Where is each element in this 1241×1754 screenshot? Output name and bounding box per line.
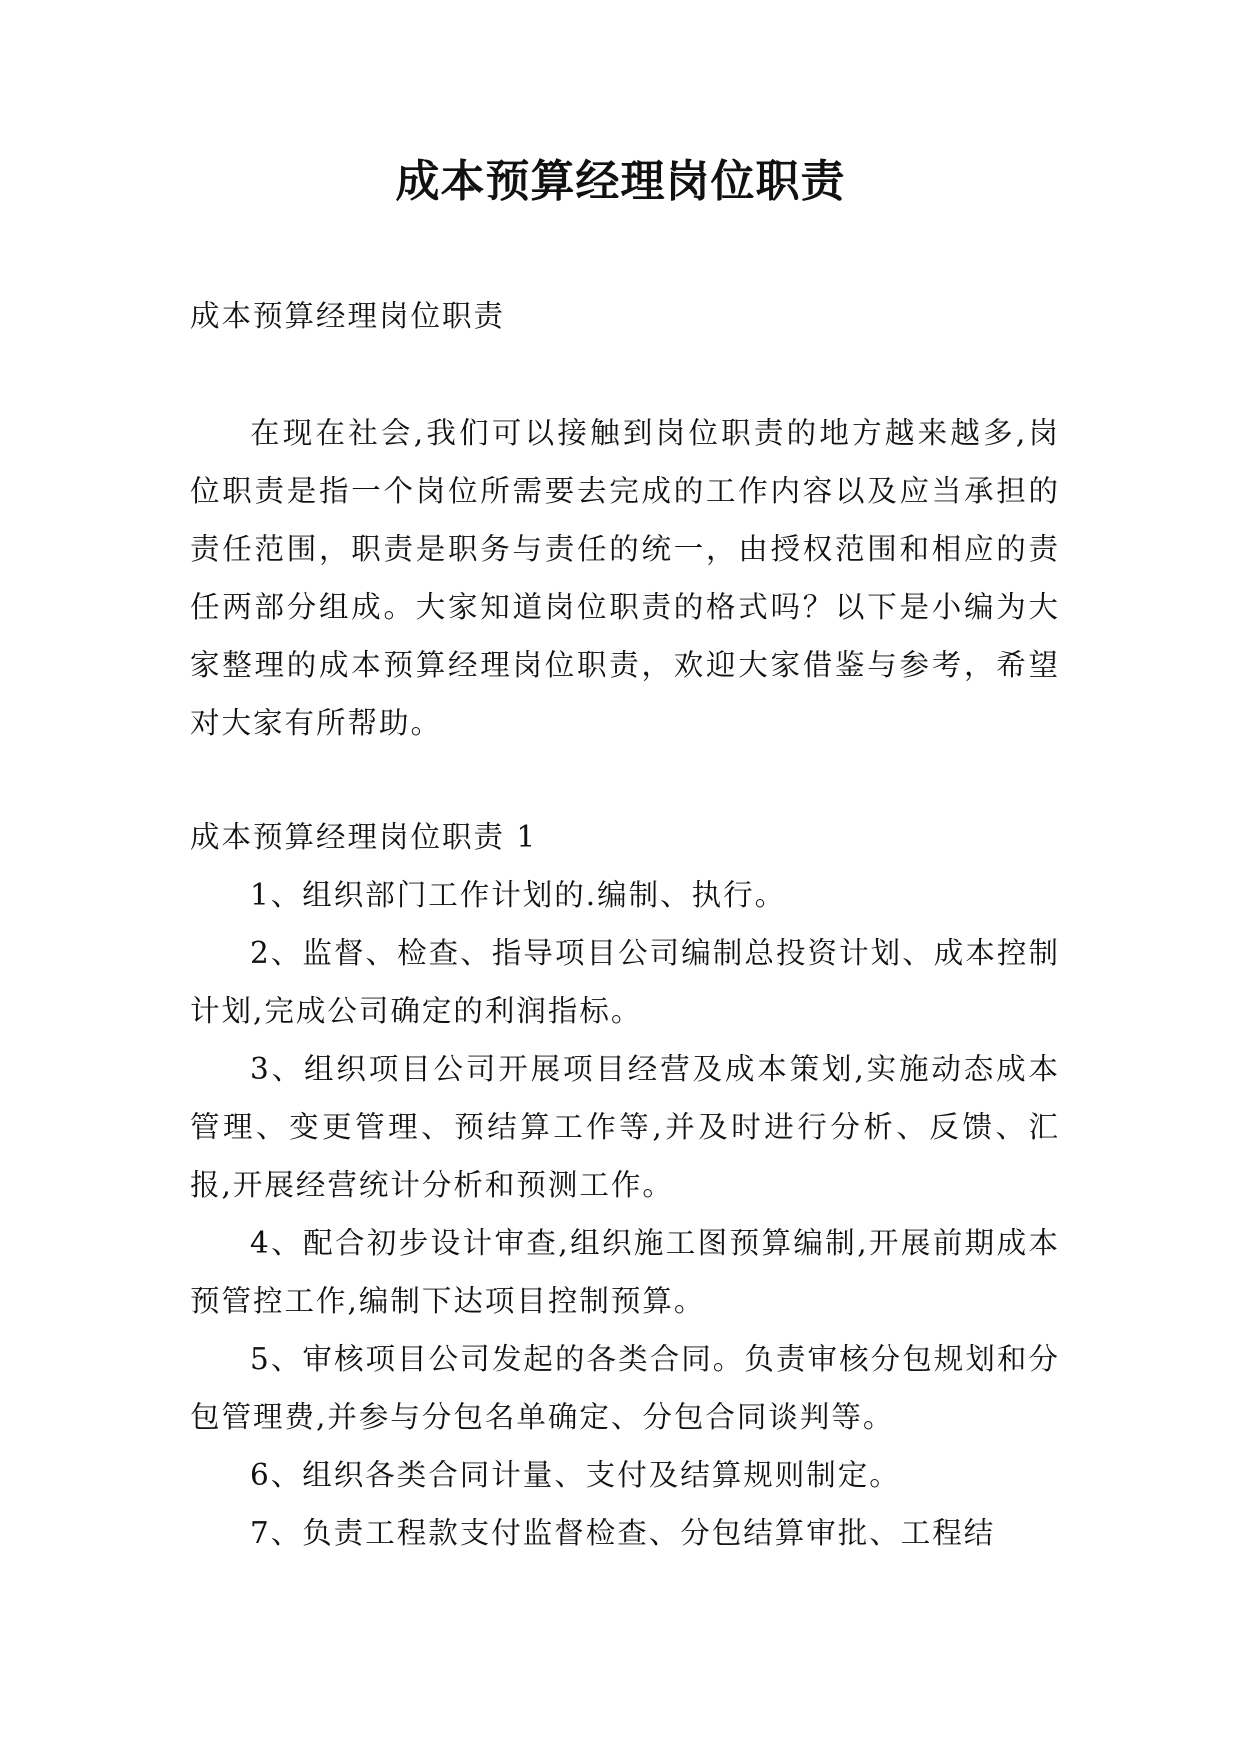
section-heading: 成本预算经理岗位职责 1 (190, 820, 538, 854)
intro-paragraph: 在现在社会,我们可以接触到岗位职责的地方越来越多,岗位职责是指一个岗位所需要去完成的工作内容以及应当承担的责任范围，职责是职务与责任的统一，由授权范围和相应的责任两部分组成。大家知道岗位职责的格式吗？以下是小编为大家整理的成本预算经理岗位职责，欢迎大家借鉴与参考，希望对大家有所帮助。 (190, 416, 1060, 740)
responsibility-item-6: 6、组织各类合同计量、支付及结算规则制定。 (250, 1458, 901, 1492)
responsibility-item-3: 3、组织项目公司开展项目经营及成本策划,实施动态成本管理、变更管理、预结算工作等,并及时进行分析、反馈、汇报,开展经营统计分析和预测工作。 (190, 1052, 1060, 1202)
responsibility-item-1: 1、组织部门工作计划的.编制、执行。 (250, 878, 787, 912)
document-subtitle: 成本预算经理岗位职责 (190, 299, 506, 333)
responsibilities-section (190, 808, 1060, 1562)
document-title: 成本预算经理岗位职责 (395, 156, 846, 207)
responsibility-item-7: 7、负责工程款支付监督检查、分包结算审批、工程结 (250, 1516, 996, 1550)
responsibility-item-2: 2、监督、检查、指导项目公司编制总投资计划、成本控制计划,完成公司确定的利润指标。 (190, 936, 1060, 1028)
responsibility-item-4: 4、配合初步设计审查,组织施工图预算编制,开展前期成本预管控工作,编制下达项目控制预算。 (190, 1226, 1060, 1318)
responsibility-item-5: 5、审核项目公司发起的各类合同。负责审核分包规划和分包管理费,并参与分包名单确定、分包合同谈判等。 (190, 1342, 1060, 1434)
